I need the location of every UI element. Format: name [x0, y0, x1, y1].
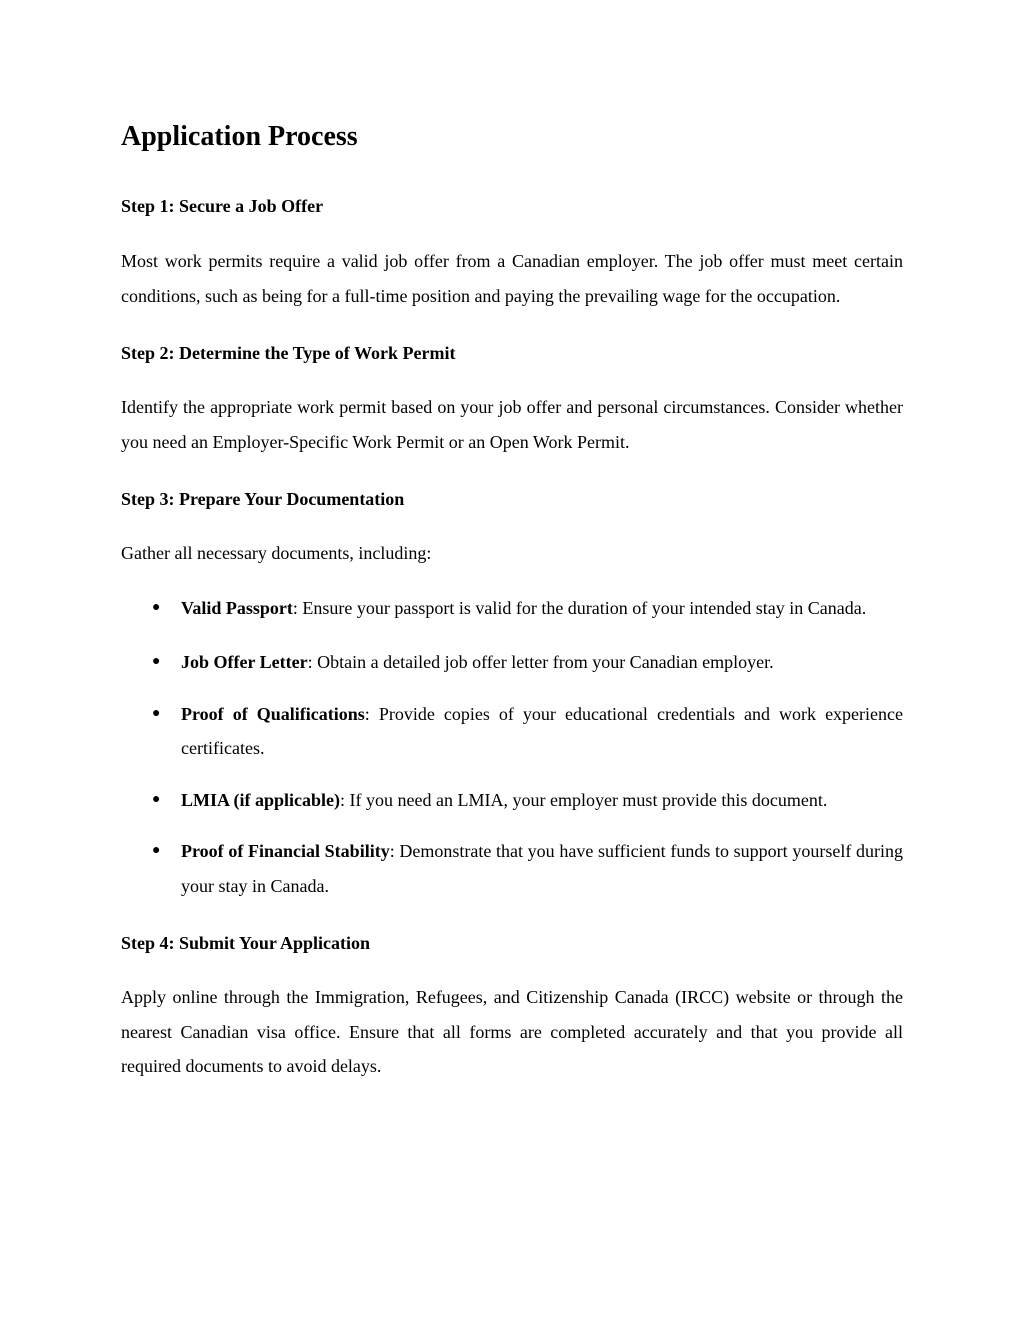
list-item-term: Proof of Qualifications — [181, 703, 365, 724]
list-item — [121, 591, 903, 626]
step-4-body: Apply online through the Immigration, Refugees, and Citizenship Canada (IRCC) website or through the nearest Canadian visa office. Ensure that all forms are completed accurately and that you provide all required documents to avoid delays. — [121, 987, 903, 1076]
step-1-heading: Step 1: Secure a Job Offer — [121, 196, 324, 216]
list-item — [121, 645, 903, 680]
step-2-body: Identify the appropriate work permit based on your job offer and personal circumstances. Consider whether you need an Employer-Specific Work Permit or an Open Work Permit. — [121, 397, 903, 452]
documents-list — [121, 591, 903, 904]
step-2-heading: Step 2: Determine the Type of Work Permit — [121, 343, 456, 363]
step-3-heading: Step 3: Prepare Your Documentation — [121, 489, 405, 509]
step-1-body: Most work permits require a valid job offer from a Canadian employer. The job offer must meet certain conditions, such as being for a full-time position and paying the prevailing wage for the occupation. — [121, 251, 903, 306]
list-item-text: : Ensure your passport is valid for the duration of your intended stay in Canada. — [292, 597, 867, 618]
list-item — [121, 697, 903, 766]
list-item-text: : Obtain a detailed job offer letter from your Canadian employer. — [307, 652, 774, 672]
bullet-icon: ● — [152, 705, 161, 721]
list-item — [121, 834, 903, 903]
list-item — [121, 783, 903, 818]
page-title: Application Process — [121, 121, 358, 152]
list-item-term: Proof of Financial Stability — [181, 841, 390, 861]
bullet-icon: ● — [152, 654, 161, 669]
list-item-text: : If you need an LMIA, your employer must provide this document. — [340, 789, 828, 810]
step-3-body: Gather all necessary documents, including: — [121, 543, 432, 563]
list-item-text: : Demonstrate that you have sufficient funds to support yourself during your stay in Canada. — [181, 841, 904, 896]
bullet-icon: ● — [152, 843, 161, 858]
list-item-text: : Provide copies of your educational credentials and work experience certificates. — [181, 703, 904, 758]
list-item-term: Valid Passport — [181, 597, 293, 618]
bullet-icon: ● — [152, 791, 161, 807]
list-item-term: LMIA (if applicable) — [181, 789, 341, 810]
bullet-icon: ● — [152, 599, 161, 615]
step-4-heading: Step 4: Submit Your Application — [121, 933, 371, 953]
list-item-term: Job Offer Letter — [181, 652, 308, 672]
document-page — [121, 0, 903, 1084]
